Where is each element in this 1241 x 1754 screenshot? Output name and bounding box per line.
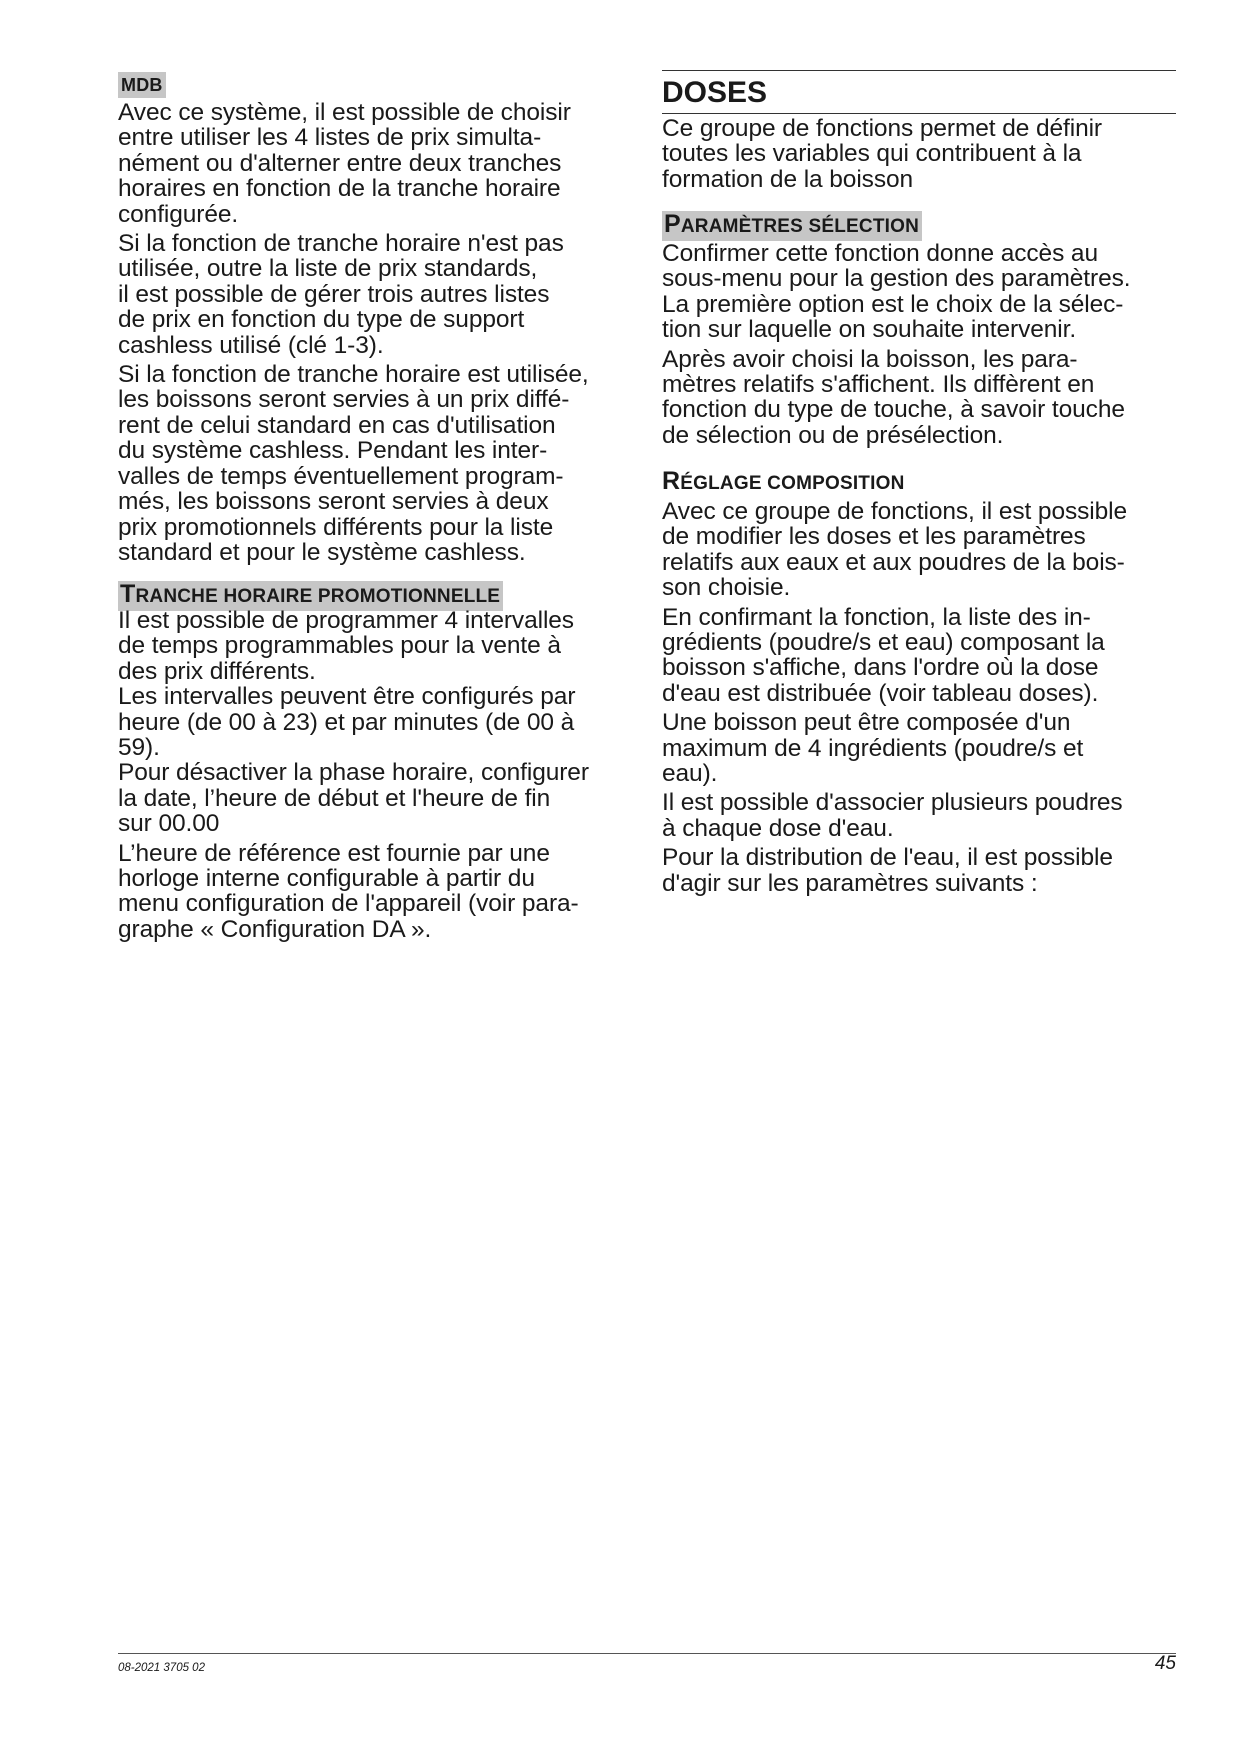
- paragraph: En confirmant la fonction, la liste des in- grédients (poudre/s et eau) composant la boisson s'affiche, dans l'ordre où la dose d'eau est distribuée (voir tableau doses).: [662, 603, 1105, 707]
- paragraph: Ce groupe de fonctions permet de définir toutes les variables qui contribuent à la formation de la boisson: [662, 115, 1102, 193]
- reglage-heading: RÉGLAGE COMPOSITION: [662, 467, 905, 495]
- parametres-body: [662, 241, 1176, 448]
- paragraph: Confirmer cette fonction donne accès au sous-menu pour la gestion des paramètres. La première option est le choix de la sélec- tion sur laquelle on souhaite intervenir.: [662, 240, 1131, 344]
- tranche-body: [118, 608, 638, 942]
- paragraph: L’heure de référence est fournie par une horloge interne configurable à partir du menu configuration de l'appareil (voir para- graphe « Configuration DA ».: [118, 839, 579, 943]
- paragraph: Avec ce système, il est possible de choisir entre utiliser les 4 listes de prix simulta- nément ou d'alterner entre deux tranches horaires en fonction de la tranche horaire configurée.: [118, 99, 571, 228]
- page-title: DOSES: [662, 70, 1176, 114]
- parametres-heading: PARAMÈTRES SÉLECTION: [662, 211, 922, 241]
- paragraph: Après avoir choisi la boisson, les para- mètres relatifs s'affichent. Ils diffèrent en fonction du type de touche, à savoir touche de sélection ou de présélection.: [662, 345, 1125, 449]
- page-number: 45: [1154, 1653, 1176, 1674]
- reglage-body: [662, 499, 1176, 896]
- document-code: 08-2021 3705 02: [118, 1662, 205, 1674]
- doses-intro: [662, 116, 1176, 192]
- paragraph: Si la fonction de tranche horaire n'est pas utilisée, outre la liste de prix standards, il est possible de gérer trois autres listes de prix en fonction du type de support cashless utilisé (clé 1-3).: [118, 230, 564, 359]
- paragraph: Une boisson peut être composée d'un maximum de 4 ingrédients (poudre/s et eau).: [662, 709, 1084, 788]
- mdb-body: [118, 100, 638, 565]
- paragraph: Pour la distribution de l'eau, il est possible d'agir sur les paramètres suivants :: [662, 844, 1113, 897]
- paragraph: Si la fonction de tranche horaire est utilisée, les boissons seront servies à un prix diffé- rent de celui standard en cas d'utilisation du système cashless. Pendant les inter- valles de temps éventuellement program- més, les boissons seront servies à deux prix promotionnels différents pour la liste standard et pour le système cashless.: [118, 361, 589, 566]
- paragraph: Il est possible de programmer 4 intervalles de temps programmables pour la vente à des prix différents. Les intervalles peuvent être configurés par heure (de 00 à 23) et par minutes (de 00 à 59). Pour désactiver la phase horaire, configurer la date, l’heure de début et l'heure de fin sur 00.00: [118, 607, 589, 838]
- paragraph: Avec ce groupe de fonctions, il est possible de modifier les doses et les paramètres relatifs aux eaux et aux poudres de la bois- son choisie.: [662, 498, 1128, 602]
- tranche-heading: TRANCHE HORAIRE PROMOTIONNELLE: [118, 581, 503, 611]
- footer-divider: [118, 1653, 1176, 1654]
- mdb-heading: MDB: [118, 72, 166, 98]
- paragraph: Il est possible d'associer plusieurs poudres à chaque dose d'eau.: [662, 789, 1123, 842]
